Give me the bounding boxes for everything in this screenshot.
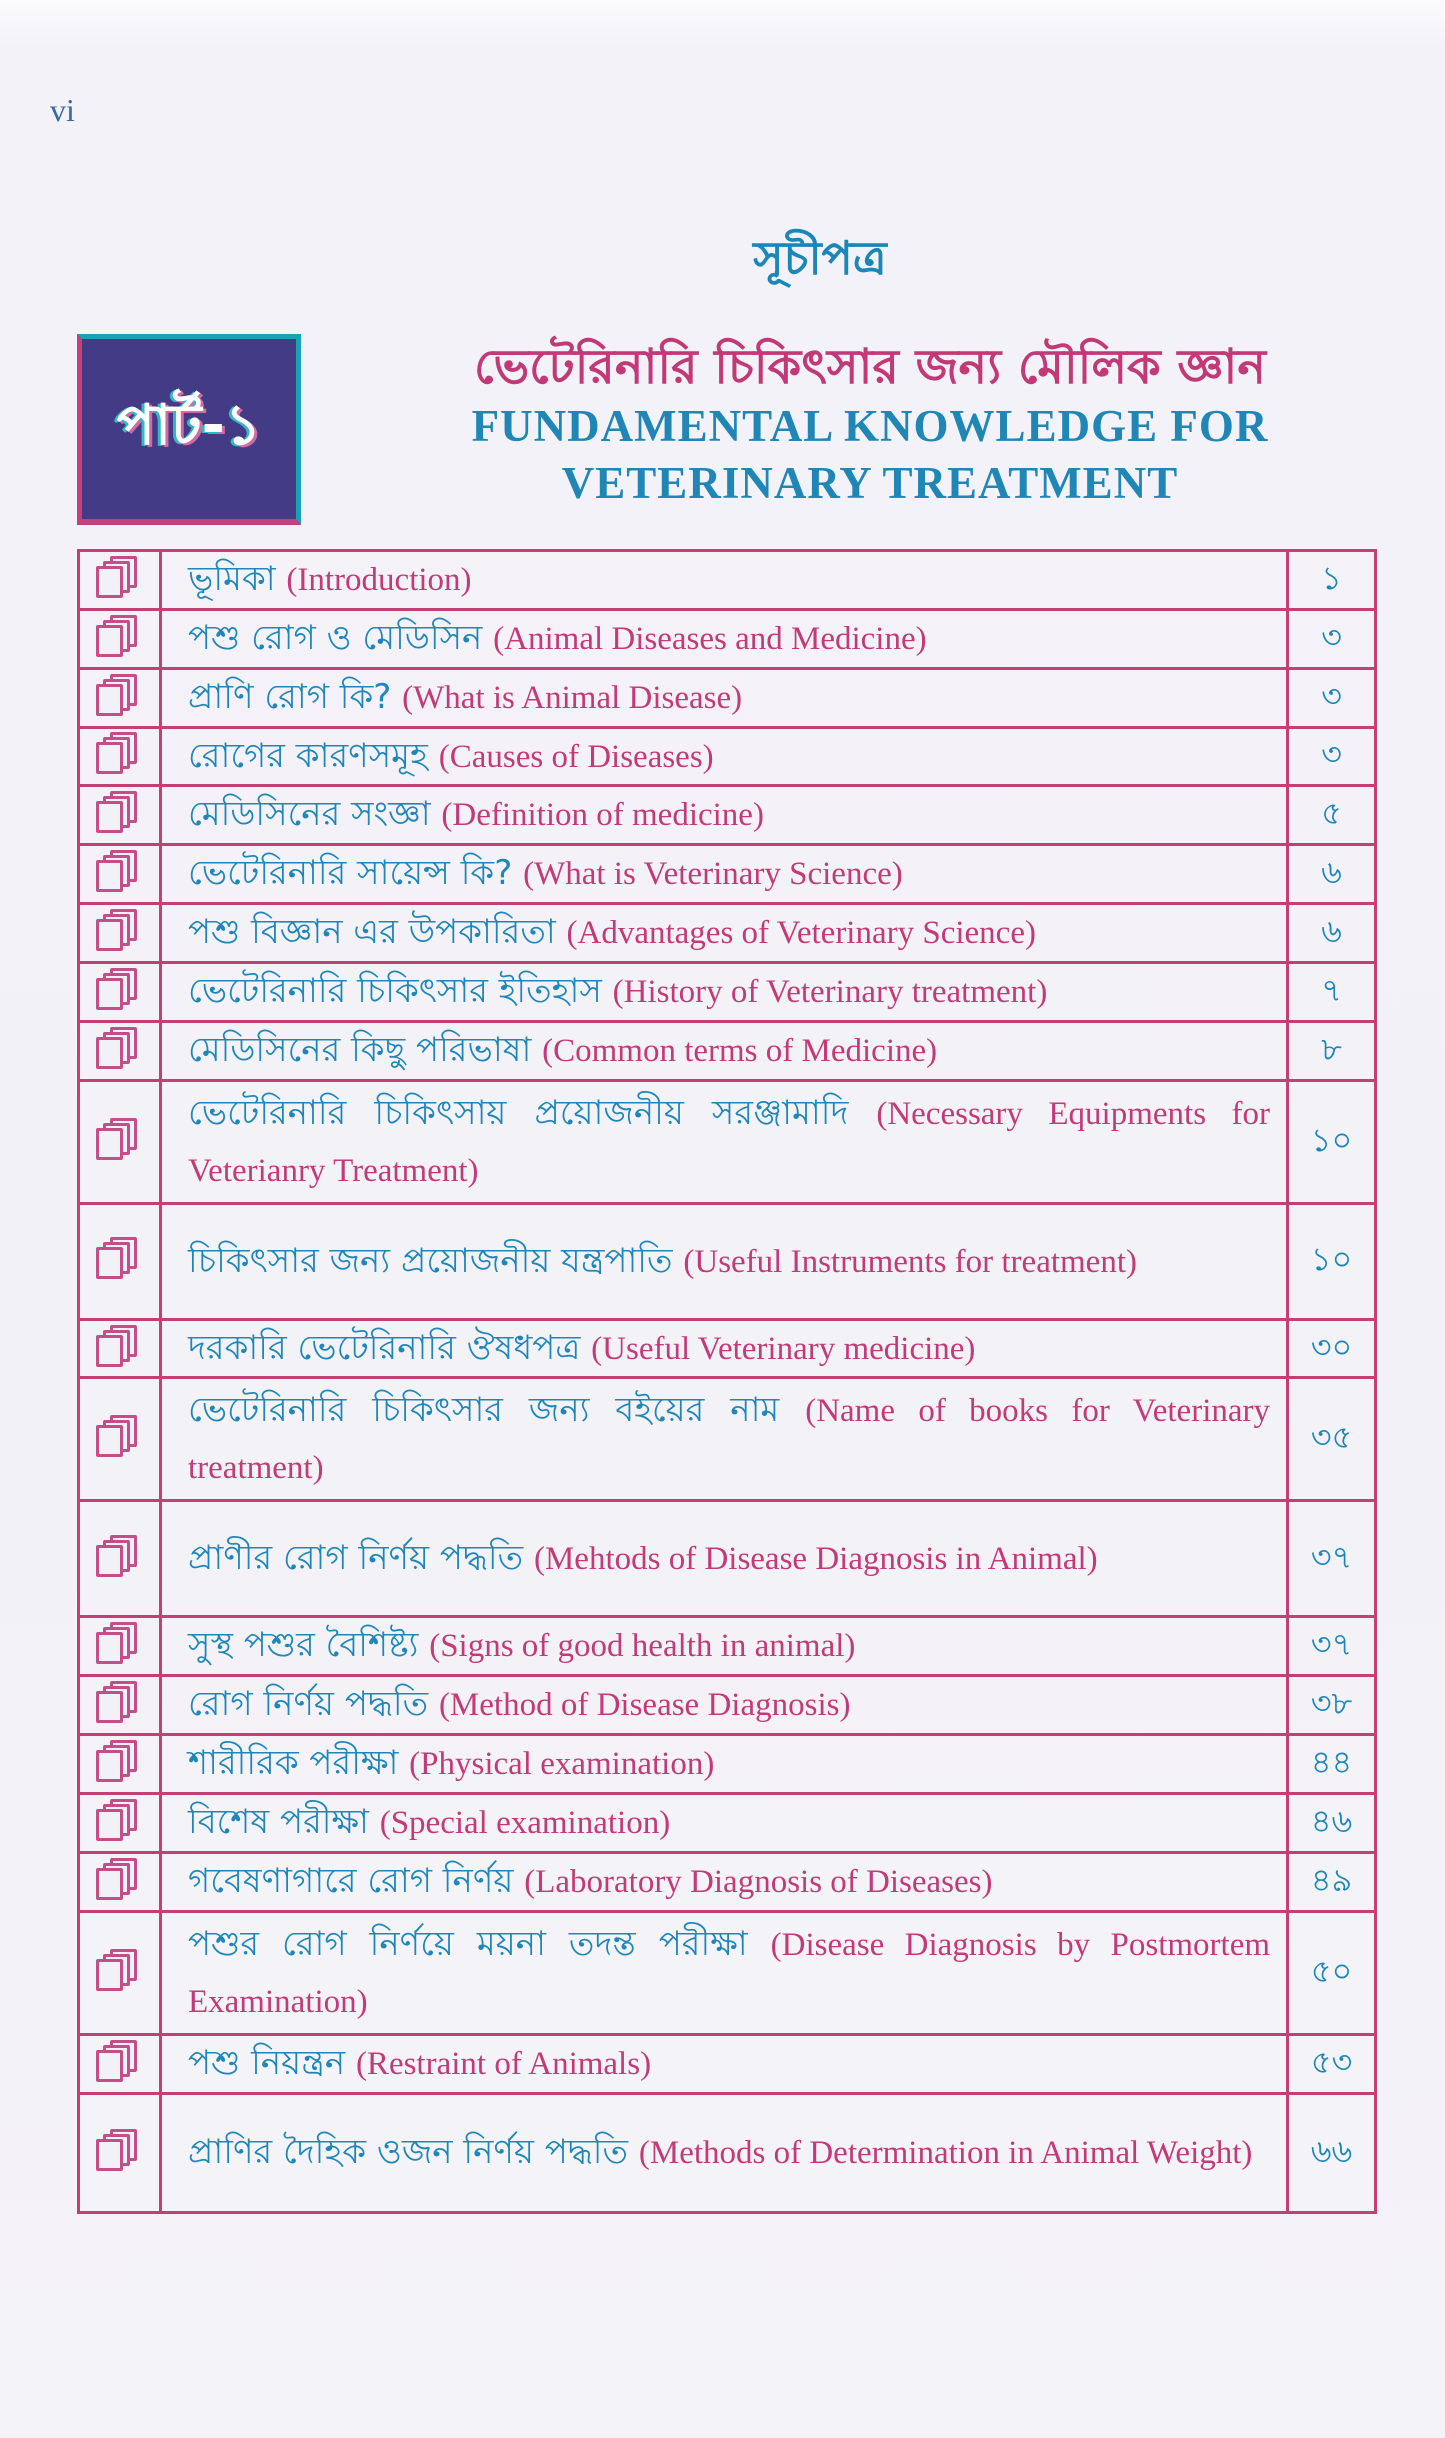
page-number: ১০ — [1310, 1240, 1353, 1279]
entry-english: (Definition of medicine) — [441, 797, 764, 834]
stacked-pages-icon — [96, 732, 144, 780]
page-number: ৫ — [1321, 794, 1342, 833]
toc-row — [80, 1736, 1374, 1795]
row-entry-cell — [162, 729, 1286, 785]
entry-bengali: প্রাণির দৈহিক ওজন নির্ণয় পদ্ধতি — [188, 2132, 629, 2172]
entry-english: (Introduction) — [286, 562, 472, 598]
stacked-pages-icon — [96, 909, 144, 957]
page-number: ৩৭ — [1310, 1537, 1353, 1576]
entry-bengali: ভেটেরিনারি সায়েন্স কি? — [188, 853, 513, 894]
row-icon-cell — [80, 2095, 162, 2211]
entry-bengali: রোগের কারণসমূহ — [188, 735, 428, 776]
row-icon-cell — [80, 611, 162, 667]
row-entry-cell — [162, 1321, 1286, 1377]
page-number: ১০ — [1310, 1120, 1353, 1159]
row-icon-cell — [80, 1618, 162, 1674]
entry-bengali: ভূমিকা — [188, 559, 276, 599]
row-page-cell — [1286, 1379, 1374, 1499]
entry-bengali: শারীরিক পরীক্ষা — [188, 1743, 399, 1784]
entry-english: (Causes of Diseases) — [438, 738, 714, 775]
entry-english: (Name of books for Veterinary treatment) — [188, 1393, 1271, 1487]
row-page-cell — [1286, 1854, 1374, 1910]
page-number: ৬ — [1321, 853, 1342, 892]
page-number: ৪৬ — [1310, 1801, 1353, 1840]
toc-row — [80, 846, 1374, 905]
page-number: ৪৪ — [1310, 1743, 1353, 1782]
row-entry-cell — [162, 1677, 1286, 1733]
entry-text — [188, 1857, 993, 1907]
entry-bengali: রোগ নির্ণয় পদ্ধতি — [188, 1684, 429, 1725]
entry-english: (Animal Diseases and Medicine) — [493, 620, 927, 657]
page-number: ৩ — [1321, 676, 1342, 715]
stacked-pages-icon — [96, 1325, 144, 1373]
entry-bengali: বিশেষ পরীক্ষা — [188, 1801, 369, 1842]
row-entry-cell — [162, 2095, 1286, 2211]
page-number: ৬৬ — [1310, 2131, 1353, 2170]
row-icon-cell — [80, 1205, 162, 1318]
toc-row — [80, 2036, 1374, 2095]
page-number: ১ — [1321, 558, 1342, 597]
stacked-pages-icon — [96, 1799, 144, 1847]
row-entry-cell — [162, 1736, 1286, 1792]
row-page-cell — [1286, 729, 1374, 785]
entry-text — [188, 555, 472, 605]
row-icon-cell — [80, 1082, 162, 1202]
stacked-pages-icon — [96, 791, 144, 839]
row-icon-cell — [80, 1023, 162, 1079]
toc-row — [80, 1082, 1374, 1205]
toc-row — [80, 1677, 1374, 1736]
row-entry-cell — [162, 2036, 1286, 2092]
stacked-pages-icon — [96, 850, 144, 898]
entry-english: (Mehtods of Disease Diagnosis in Animal) — [533, 1541, 1098, 1578]
entry-english: (Methods of Determination in Animal Weight) — [638, 2135, 1253, 2171]
page-number: ৭ — [1321, 970, 1342, 1009]
row-icon-cell — [80, 1913, 162, 2033]
part-box — [77, 334, 301, 525]
row-entry-cell — [162, 846, 1286, 902]
row-icon-cell — [80, 1854, 162, 1910]
row-page-cell — [1286, 670, 1374, 726]
row-entry-cell — [162, 1205, 1286, 1318]
toc-row — [80, 1913, 1374, 2036]
row-icon-cell — [80, 1379, 162, 1499]
entry-english: (Common terms of Medicine) — [542, 1032, 938, 1069]
row-page-cell — [1286, 1618, 1374, 1674]
entry-text — [188, 1026, 937, 1076]
entry-english: (Disease Diagnosis by Postmortem Examination) — [188, 1926, 1271, 2020]
part-title-block — [330, 336, 1410, 512]
row-icon-cell — [80, 1677, 162, 1733]
stacked-pages-icon — [96, 1118, 144, 1166]
entry-english: (What is Animal Disease) — [402, 679, 743, 716]
entry-bengali: চিকিৎসার জন্য প্রয়োজনীয় যন্ত্রপাতি — [188, 1240, 673, 1281]
row-icon-cell — [80, 1321, 162, 1377]
entry-bengali: দরকারি ভেটেরিনারি ঔষধপত্র — [188, 1327, 581, 1368]
entry-english: (History of Veterinary treatment) — [612, 973, 1048, 1010]
row-page-cell — [1286, 1795, 1374, 1851]
part-box-label: পার্ট-১ — [116, 393, 262, 458]
row-entry-cell — [162, 1854, 1286, 1910]
entry-english: (Signs of good health in animal) — [429, 1628, 856, 1665]
toc-row — [80, 1023, 1374, 1082]
stacked-pages-icon — [96, 1622, 144, 1670]
toc-row — [80, 1618, 1374, 1677]
row-icon-cell — [80, 905, 162, 961]
entry-bengali: ভেটেরিনারি চিকিৎসার ইতিহাস — [188, 970, 602, 1011]
entry-english: (Special examination) — [379, 1804, 671, 1841]
entry-bengali: প্রাণীর রোগ নির্ণয় পদ্ধতি — [188, 1538, 524, 1579]
row-page-cell — [1286, 2095, 1374, 2211]
row-page-cell — [1286, 964, 1374, 1020]
stacked-pages-icon — [96, 1415, 144, 1463]
page-number: ৮ — [1321, 1029, 1342, 1068]
row-entry-cell — [162, 1618, 1286, 1674]
page-number: ৩৭ — [1310, 1625, 1353, 1664]
row-entry-cell — [162, 964, 1286, 1020]
row-page-cell — [1286, 552, 1374, 608]
row-entry-cell — [162, 552, 1286, 608]
page-number: ৩০ — [1310, 1327, 1353, 1366]
entry-text — [188, 2039, 651, 2089]
entry-bengali: পশু নিয়ন্ত্রন — [188, 2042, 346, 2083]
row-icon-cell — [80, 1736, 162, 1792]
toc-heading: সূচীপত্র — [753, 231, 887, 285]
row-page-cell — [1286, 1677, 1374, 1733]
entry-english: (Useful Instruments for treatment) — [683, 1243, 1137, 1280]
toc-row — [80, 1321, 1374, 1380]
stacked-pages-icon — [96, 968, 144, 1016]
row-page-cell — [1286, 1205, 1374, 1318]
toc-row — [80, 2095, 1374, 2211]
part-title-english-line1: FUNDAMENTAL KNOWLEDGE FOR — [471, 401, 1269, 451]
stacked-pages-icon — [96, 1681, 144, 1729]
contents-table — [77, 549, 1377, 2214]
page-number: ৫০ — [1310, 1951, 1353, 1990]
row-page-cell — [1286, 1023, 1374, 1079]
entry-text — [188, 1798, 670, 1848]
stacked-pages-icon — [96, 556, 144, 604]
folio-number: vi — [50, 92, 75, 128]
stacked-pages-icon — [96, 1027, 144, 1075]
row-entry-cell — [162, 1023, 1286, 1079]
toc-row — [80, 552, 1374, 611]
row-icon-cell — [80, 964, 162, 1020]
entry-bengali: মেডিসিনের সংজ্ঞা — [188, 794, 431, 835]
entry-text — [188, 1739, 714, 1789]
entry-english: (Restraint of Animals) — [355, 2045, 652, 2082]
row-page-cell — [1286, 611, 1374, 667]
row-page-cell — [1286, 1502, 1374, 1615]
entry-bengali: মেডিসিনের কিছু পরিভাষা — [188, 1029, 532, 1070]
toc-row — [80, 1502, 1374, 1618]
row-entry-cell — [162, 1082, 1286, 1202]
toc-row — [80, 1795, 1374, 1854]
row-page-cell — [1286, 1736, 1374, 1792]
entry-bengali: গবেষণাগারে রোগ নির্ণয় — [188, 1860, 514, 1901]
entry-english: (Method of Disease Diagnosis) — [438, 1687, 851, 1724]
entry-text — [188, 1530, 1098, 1587]
entry-bengali: ভেটেরিনারি চিকিৎসার জন্য বইয়ের নাম — [188, 1390, 780, 1431]
entry-bengali: সুস্থ পশুর বৈশিষ্ট্য — [188, 1625, 419, 1666]
entry-english: (Necessary Equipments for Veterianry Treatment) — [188, 1095, 1270, 1189]
entry-english: (Advantages of Veterinary Science) — [566, 915, 1036, 952]
page-number: ৩৫ — [1310, 1418, 1353, 1457]
entry-text — [188, 790, 764, 840]
row-icon-cell — [80, 1502, 162, 1615]
row-icon-cell — [80, 552, 162, 608]
stacked-pages-icon — [96, 1237, 144, 1285]
stacked-pages-icon — [96, 1858, 144, 1906]
entry-text — [188, 1085, 1270, 1199]
page-number: ৫৩ — [1310, 2042, 1353, 2081]
entry-english: (Useful Veterinary medicine) — [591, 1330, 976, 1367]
row-entry-cell — [162, 1795, 1286, 1851]
stacked-pages-icon — [96, 674, 144, 722]
row-entry-cell — [162, 670, 1286, 726]
stacked-pages-icon — [96, 615, 144, 663]
entry-text — [188, 1680, 850, 1730]
page-number: ৩ — [1321, 735, 1342, 774]
row-entry-cell — [162, 1913, 1286, 2033]
entry-text — [188, 1916, 1270, 2030]
row-page-cell — [1286, 905, 1374, 961]
entry-bengali: প্রাণি রোগ কি? — [188, 676, 392, 717]
row-page-cell — [1286, 2036, 1374, 2092]
toc-row — [80, 1205, 1374, 1321]
toc-row — [80, 670, 1374, 729]
page-number: ৩ — [1321, 617, 1342, 656]
stacked-pages-icon — [96, 1740, 144, 1788]
entry-text — [188, 1621, 855, 1671]
row-page-cell — [1286, 787, 1374, 843]
row-icon-cell — [80, 787, 162, 843]
toc-row — [80, 729, 1374, 788]
row-icon-cell — [80, 2036, 162, 2092]
toc-row — [80, 1854, 1374, 1913]
toc-row — [80, 1379, 1374, 1502]
page-number: ৬ — [1321, 911, 1342, 950]
row-entry-cell — [162, 1502, 1286, 1615]
entry-english: (Laboratory Diagnosis of Diseases) — [524, 1863, 993, 1900]
row-icon-cell — [80, 846, 162, 902]
page-number: ৪৯ — [1310, 1860, 1353, 1899]
row-entry-cell — [162, 905, 1286, 961]
stacked-pages-icon — [96, 2040, 144, 2088]
entry-bengali: পশুর রোগ নির্ণয়ে ময়না তদন্ত পরীক্ষা — [188, 1923, 748, 1964]
stacked-pages-icon — [96, 2129, 144, 2177]
part-title-english-line2: VETERINARY TREATMENT — [561, 458, 1179, 508]
stacked-pages-icon — [96, 1949, 144, 1997]
row-page-cell — [1286, 1082, 1374, 1202]
entry-text — [188, 908, 1036, 958]
entry-english: (What is Veterinary Science) — [523, 856, 903, 893]
row-entry-cell — [162, 611, 1286, 667]
entry-bengali: পশু রোগ ও মেডিসিন — [188, 617, 483, 658]
page-number: ৩৮ — [1310, 1684, 1353, 1723]
part-title-bengali: ভেটেরিনারি চিকিৎসার জন্য মৌলিক জ্ঞান — [474, 339, 1266, 395]
row-page-cell — [1286, 846, 1374, 902]
toc-row — [80, 611, 1374, 670]
entry-text — [188, 673, 742, 723]
entry-bengali: ভেটেরিনারি চিকিৎসায় প্রয়োজনীয় সরঞ্জামাদি — [188, 1092, 849, 1133]
row-icon-cell — [80, 729, 162, 785]
row-icon-cell — [80, 1795, 162, 1851]
entry-text — [188, 2124, 1252, 2181]
entry-text — [188, 849, 903, 899]
row-page-cell — [1286, 1913, 1374, 2033]
entry-text — [188, 1233, 1137, 1290]
row-page-cell — [1286, 1321, 1374, 1377]
entry-text — [188, 732, 714, 782]
row-entry-cell — [162, 787, 1286, 843]
entry-text — [188, 1324, 975, 1374]
entry-bengali: পশু বিজ্ঞান এর উপকারিতা — [188, 912, 556, 953]
stacked-pages-icon — [96, 1535, 144, 1583]
entry-text — [188, 967, 1047, 1017]
entry-text — [188, 614, 927, 664]
row-entry-cell — [162, 1379, 1286, 1499]
entry-english: (Physical examination) — [409, 1746, 715, 1783]
toc-row — [80, 905, 1374, 964]
entry-text — [188, 1382, 1270, 1496]
row-icon-cell — [80, 670, 162, 726]
toc-row — [80, 787, 1374, 846]
toc-row — [80, 964, 1374, 1023]
